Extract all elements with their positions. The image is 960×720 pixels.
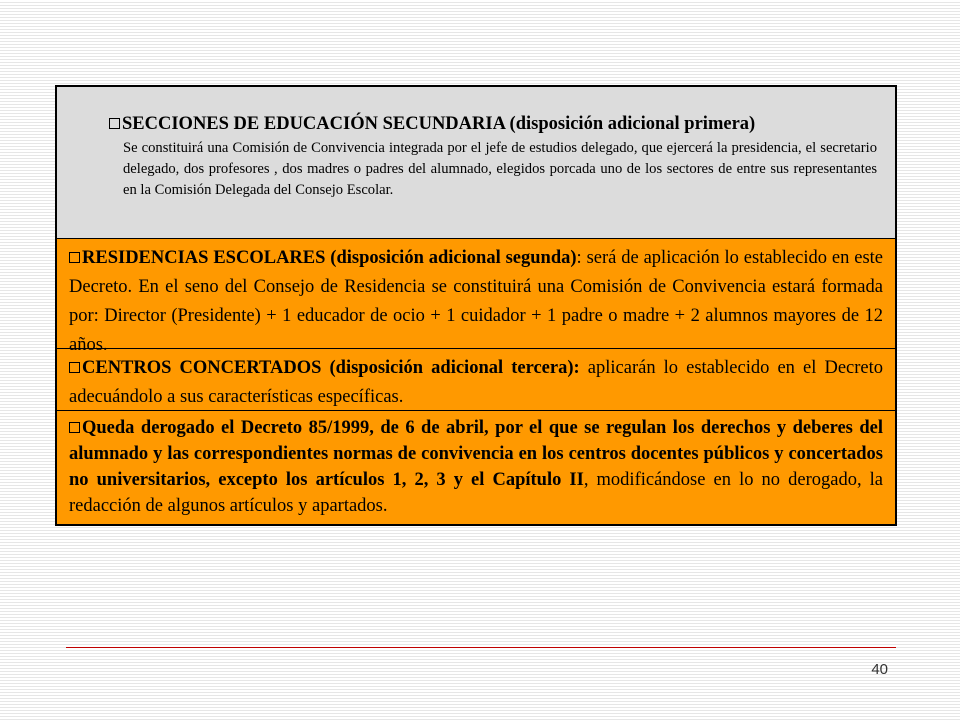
secciones-body: Se constituirá una Comisión de Convivencia integrada por el jefe de estudios delegado, que ejercerá la presidencia, el secretario delegado, dos profesores , dos madres o padres del alumnado, elegidos porcada uno de los sectores de entre sus representantes en la Comisión Delegada del Consejo Escolar.	[123, 140, 877, 198]
section-secciones	[57, 87, 895, 239]
secciones-heading-note: (disposición adicional primera)	[509, 114, 756, 134]
square-bullet-icon	[69, 362, 80, 373]
square-bullet-icon	[69, 422, 80, 433]
secciones-heading: SECCIONES DE EDUCACIÓN SECUNDARIA	[122, 114, 505, 134]
footer-divider	[66, 647, 896, 648]
derogado-heading: Queda derogado el Decreto 85/1999, de 6 de abril, por el que se regulan los derechos y deberes del alumnado y las correspondientes normas de convivencia en los centros docentes públicos y concertados no universitarios, excepto los artículos 1, 2, 3 y el Capítulo II	[69, 418, 883, 490]
residencias-heading: RESIDENCIAS ESCOLARES (disposición adicional segunda)	[82, 248, 577, 268]
derogado-body: , modificándose en lo no derogado, la redacción de algunos artículos y apartados.	[69, 470, 883, 516]
section-residencias	[57, 239, 895, 355]
section-centros	[57, 349, 895, 411]
square-bullet-icon	[109, 118, 120, 129]
page-number: 40	[871, 661, 888, 678]
residencias-body: : será de aplicación lo establecido en este Decreto. En el seno del Consejo de Residencia se constituirá una Comisión de Convivencia estará formada por: Director (Presidente) + 1 educador de ocio + 1 cuidador + 1 padre o madre + 2 alumnos mayores de 12 años.	[69, 248, 883, 355]
square-bullet-icon	[69, 252, 80, 263]
section-derogado	[57, 411, 895, 524]
content-table	[55, 85, 897, 526]
secciones-heading-line	[109, 113, 885, 135]
centros-body: aplicarán lo establecido en el Decreto adecuándolo a sus características específicas.	[69, 358, 884, 407]
centros-heading: CENTROS CONCERTADOS (disposición adicional tercera):	[82, 358, 580, 378]
